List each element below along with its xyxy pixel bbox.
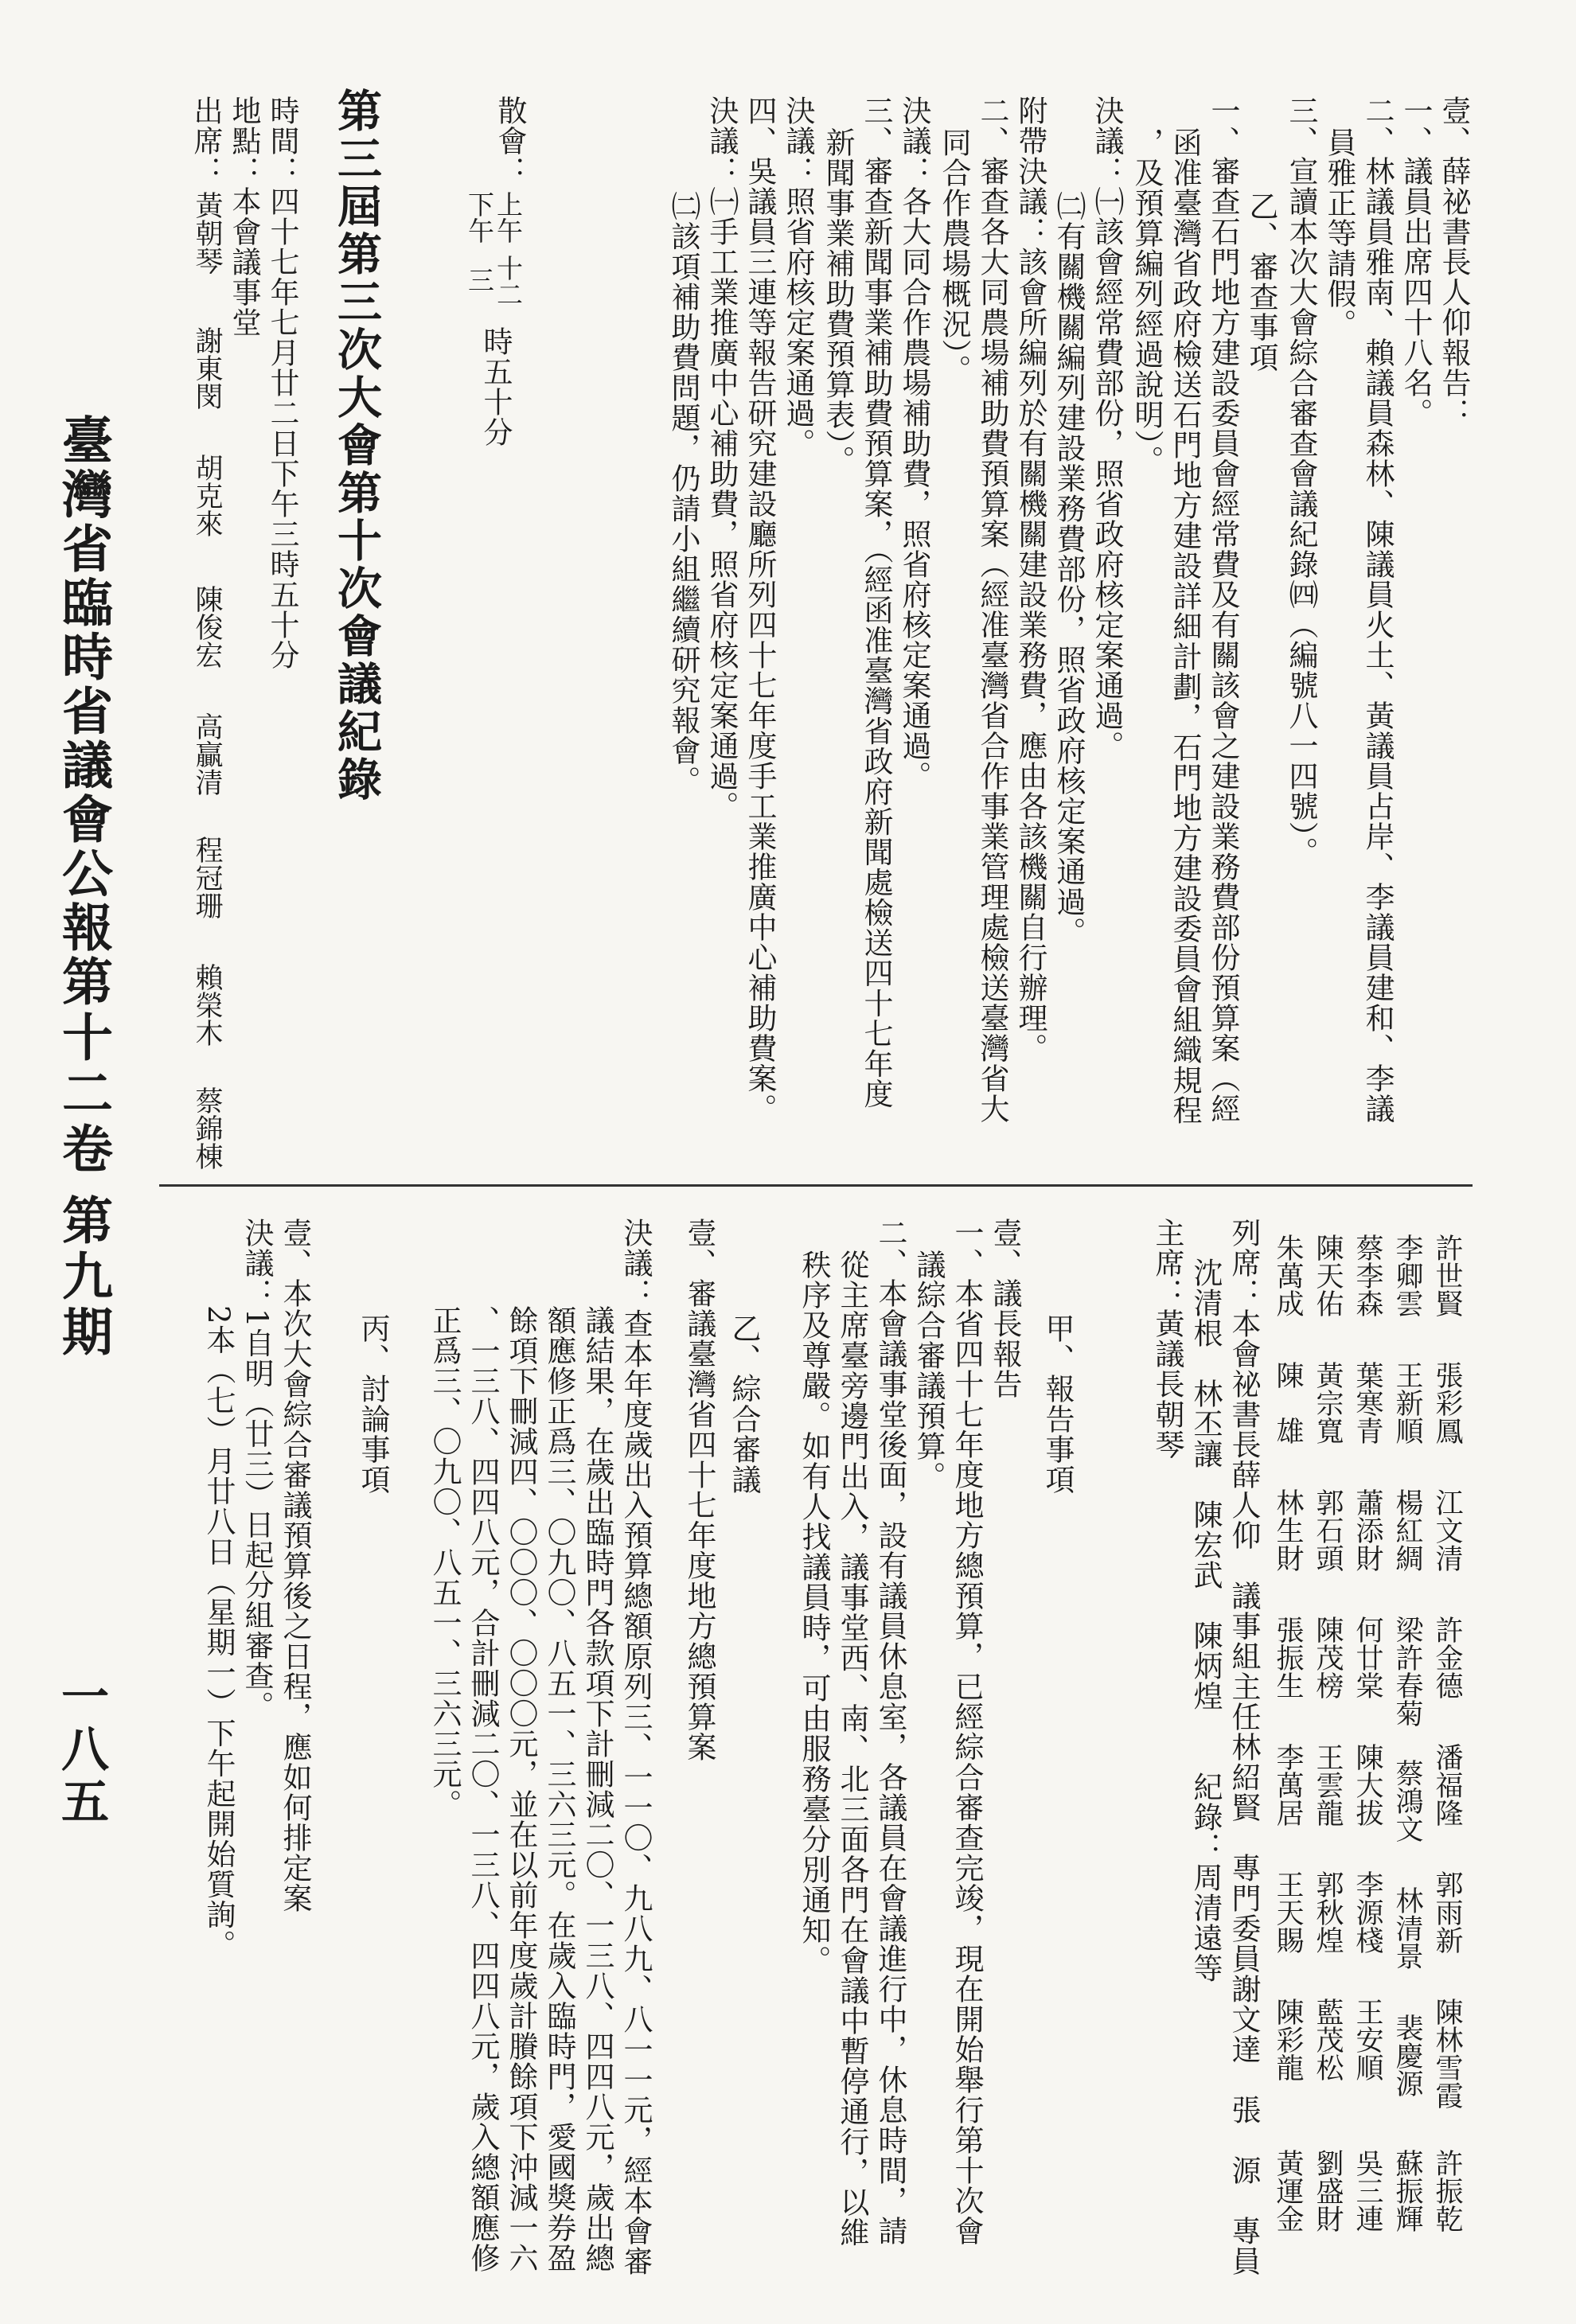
name-column [1390, 1218, 1425, 2276]
attendee-name: 蔡錦棟 [191, 1086, 223, 1170]
resolution: 附帶決議：該會所編列於有關機關建設業務費，應由各該機關自行辦理。 [1013, 96, 1047, 1063]
paragraph: 秩序及尊嚴。如有人找議員時，可由服務臺分別通知。 [797, 1250, 831, 1975]
attendee-name: 吳三連 [1352, 2149, 1383, 2232]
attendee-name: 朱萬成 [1272, 1234, 1304, 1317]
paragraph: 壹、本次大會綜合審議預算後之日程，應如何排定案 [278, 1218, 312, 1913]
attendee-name: 陳天佑 [1312, 1234, 1344, 1317]
paragraph: 員雅正等請假。 [1322, 127, 1356, 339]
paragraph: 壹、審議臺灣省四十七年度地方總預算案 [682, 1218, 716, 1762]
resolution: 、一三八、四四八元，合計刪減二〇、一三八、四四八元，歲入總額應修 [466, 1305, 500, 2273]
attendee-name: 黃朝琴 [191, 191, 223, 275]
page-number: 一八五 [53, 1671, 109, 1829]
section-divider [159, 1184, 1473, 1187]
attendee-name: 蘇振輝 [1391, 2149, 1423, 2232]
attendee-name: 陳大拔 [1352, 1743, 1383, 1827]
attendee-name: 陳彩龍 [1272, 1998, 1304, 2081]
resolution: 2本（七）月廿八日（星期一）下午起開始質詢。 [201, 1305, 236, 1960]
attendee-name: 高贏清 [191, 712, 223, 796]
attendee-name: 謝東閔 [191, 326, 223, 410]
adjournment-label: 散會： [493, 96, 527, 186]
resolution: 決議：查本年度歲出入預算總額原列三、一一〇、九八九、八一一元，經本會審 [618, 1218, 653, 2276]
name-column [1430, 1218, 1465, 2276]
attendee-name: 賴榮木 [191, 963, 223, 1047]
resolution: 決議：各大同合作農場補助費，照省府核定案通過。 [897, 96, 931, 791]
attendee-name: 李源棧 [1352, 1870, 1383, 1954]
subheading: 丙、討論事項 [356, 1313, 390, 1495]
paragraph: 壹、議長報告 [988, 1218, 1022, 1399]
resolution: 議結果，在歲出臨時門各款項下計刪減二〇、一三八、四四八元，歲出總 [580, 1305, 614, 2273]
attendee-name: 陳林雪霞 [1431, 1998, 1463, 2109]
resolution: 決議：1自明（廿三）日起分組審查。 [240, 1218, 274, 1722]
attendee-name: 黃運金 [1272, 2149, 1304, 2232]
paragraph: 三、審查新聞事業補助費預算案，（經函准臺灣省政府新聞處檢送四十七年度 [859, 96, 893, 1109]
paragraph: 函准臺灣省政府檢送石門地方建設詳細計劃，石門地方建設委員會組織規程 [1168, 127, 1202, 1125]
attendee-name: 葉寒青 [1352, 1361, 1383, 1445]
name-column [1350, 1218, 1385, 2276]
resolution: ㈡有關機關編列建設業務費部份，照省政府核定案通過。 [1051, 191, 1086, 947]
resolution: 餘項下刪減四、〇〇〇、〇〇〇元，並在以前年度歲計賸餘項下沖減一六 [504, 1305, 538, 2273]
attendee-name: 王雲龍 [1312, 1743, 1344, 1827]
adjournment-ampm-bottom: 下午 [464, 191, 495, 244]
attendee-name: 張彩鳳 [1431, 1361, 1463, 1445]
adjournment-time: 時五十分 [478, 326, 513, 447]
paragraph: 沈清根 林丕讓 陳宏武 陳炳煌 紀錄：周清遠等 [1188, 1258, 1223, 1983]
attendee-name: 黃宗寬 [1312, 1361, 1344, 1445]
attendee-name: 王安順 [1352, 1998, 1383, 2081]
gazette-title: 臺灣省臨時省議會公報 [53, 414, 113, 955]
attendee-name: 何廿棠 [1352, 1616, 1383, 1699]
adjournment-ampm-top: 上午 [493, 191, 524, 244]
attendee-name: 王天賜 [1272, 1870, 1304, 1954]
attendance-label: 出席： [189, 96, 223, 186]
subheading: 乙、綜合審議 [727, 1313, 761, 1495]
resolution: 額應修正爲三、〇九〇、八五一、三六三元。在歲入臨時門，愛國獎券盈 [542, 1305, 576, 2273]
meeting-place: 地點：本會議事堂 [227, 96, 261, 337]
attendee-name: 郭石頭 [1312, 1488, 1344, 1572]
attendee-name: 蔡李森 [1352, 1234, 1383, 1317]
attendee-name: 陳 雄 [1272, 1361, 1304, 1445]
attendee-name: 許振乾 [1431, 2149, 1463, 2232]
attendee-name: 陳茂榜 [1312, 1616, 1344, 1699]
resolution: 決議：㈠手工業推廣中心補助費，照省府核定案通過。 [704, 96, 739, 821]
adjournment-hour-bottom: 三 [464, 267, 495, 293]
adjournment-hour-top: 十二 [493, 255, 524, 307]
attendee-name: 林清景 [1391, 1886, 1423, 1970]
paragraph: 一、議員出席四十八名。 [1399, 96, 1433, 428]
section-title: 第三屆第三次大會第十次會議紀錄 [330, 88, 383, 804]
resolution: ㈡該項補助費問題，仍請小組繼續研究報會。 [666, 191, 700, 796]
subheading: 乙、審查事項 [1244, 191, 1278, 372]
attendee-name: 江文清 [1431, 1488, 1463, 1572]
attendee-name: 許金德 [1431, 1616, 1463, 1699]
paragraph: 二、本會議事堂後面，設有議員休息室，各議員在會議進行中，休息時間，請 [873, 1218, 907, 2246]
resolution: 正爲三、〇九〇、八五一、三六三元。 [427, 1305, 462, 1819]
paragraph: 四、吳議員三連等報告研究建設廳所列四十七年度手工業推廣中心補助費案。 [743, 96, 777, 1124]
attendee-name: 程冠珊 [191, 836, 223, 919]
attendee-name: 梁許春菊 [1391, 1616, 1423, 1727]
attendee-name: 藍茂松 [1312, 1998, 1344, 2081]
attendee-name: 李萬居 [1272, 1743, 1304, 1827]
resolution: 決議：㈠該會經常費部份，照省政府核定案通過。 [1090, 96, 1124, 761]
attendee-name: 劉盛財 [1312, 2149, 1344, 2232]
issue-number: 第九期 [53, 1194, 113, 1361]
paragraph: 同合作農場概況）。 [937, 127, 971, 385]
attendee-name: 郭雨新 [1431, 1870, 1463, 1954]
chairman: 主席：黃議長朝琴 [1150, 1218, 1184, 1460]
adjournment [430, 96, 533, 573]
attendee-name: 楊紅綢 [1391, 1488, 1423, 1572]
paragraph: 從主席臺旁邊門出入，議事堂西、南、北三面各門在會議中暫停通行，以維 [835, 1250, 869, 2248]
paragraph: 列席：本會祕書長薛人仰 議事組主任林紹賢 專門委員謝文達 張 源 專員 [1227, 1218, 1261, 2276]
attendee-name: 林生財 [1272, 1488, 1304, 1572]
paragraph: 壹、薛祕書長人仰報告： [1437, 96, 1471, 428]
attendee-name: 郭秋煌 [1312, 1870, 1344, 1954]
resolution: 決議：照省府核定案通過。 [781, 96, 815, 458]
attendee-name: 王新順 [1391, 1361, 1423, 1445]
paragraph: 三、宣讀本次大會綜合審查會議紀錄㈣（編號八一四號）。 [1284, 96, 1318, 868]
attendance [189, 96, 224, 1178]
attendee-name: 陳俊宏 [191, 585, 223, 669]
attendee-name: 裴慶源 [1391, 2014, 1423, 2097]
paragraph: 一、審查石門地方建設委員會經常費及有關該會之建設業務費部份預算案（經 [1206, 96, 1240, 1124]
paragraph: 議綜合審議預算。 [911, 1250, 946, 1491]
subheading: 甲、報告事項 [1040, 1313, 1075, 1495]
paragraph: 新聞事業補助費預算表）。 [821, 127, 855, 476]
attendee-name: 許世賢 [1431, 1234, 1463, 1317]
attendee-name: 胡克來 [191, 454, 223, 537]
volume-number: 第十二卷 [53, 955, 113, 1178]
paragraph: 二、審查各大同農場補助費預算案（經准臺灣省合作事業管理處檢送臺灣省大 [975, 96, 1009, 1124]
meeting-time: 時間：四十七年七月廿二日下午三時五十分 [265, 96, 299, 670]
attendee-name: 李卿雲 [1391, 1234, 1423, 1317]
attendee-name: 潘福隆 [1431, 1743, 1463, 1827]
attendee-name: 蕭添財 [1352, 1488, 1383, 1572]
attendee-name: 張振生 [1272, 1616, 1304, 1699]
paragraph: 二、林議員雅南、賴議員森林、陳議員火土、黃議員占岸、李議員建和、李議 [1360, 96, 1395, 1124]
name-column [1310, 1218, 1345, 2276]
paragraph: ，及預算編列經過說明）。 [1129, 127, 1164, 476]
attendee-name: 蔡鴻文 [1391, 1759, 1423, 1842]
name-column [1270, 1218, 1305, 2276]
paragraph: 一、本省四十七年度地方總預算，已經綜合審查完竣，現在開始舉行第十次會 [950, 1218, 984, 2246]
